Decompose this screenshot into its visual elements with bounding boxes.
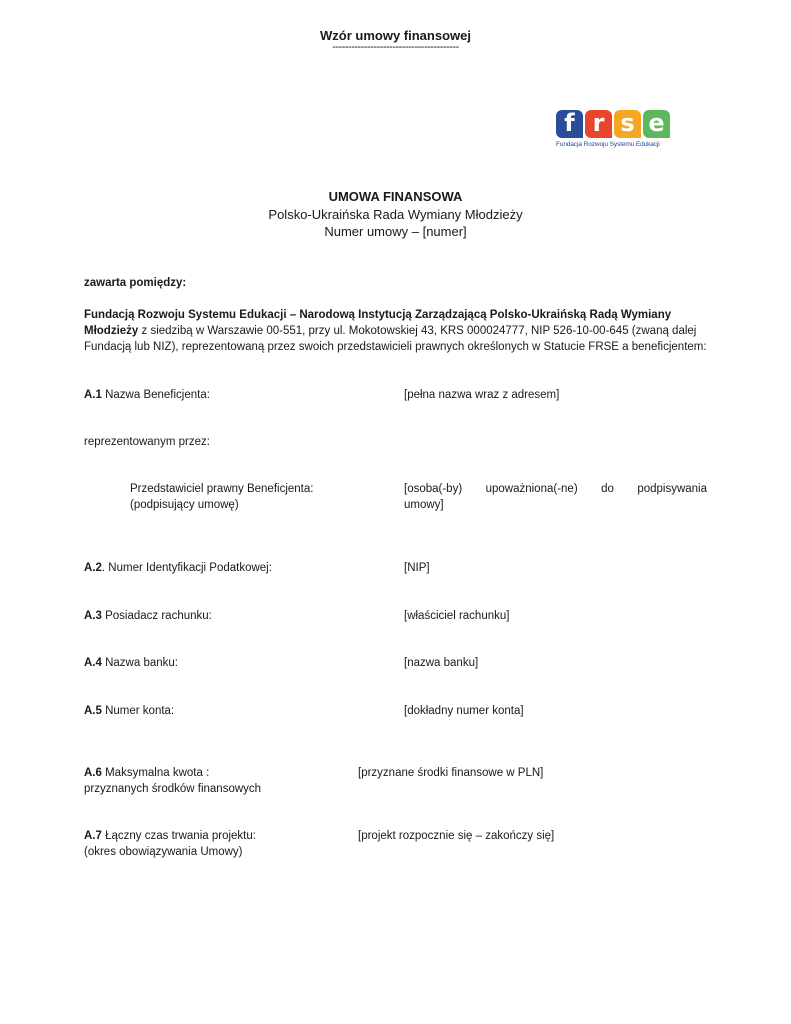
- agreement-subtitle: Polsko-Ukraińska Rada Wymiany Młodzieży: [268, 207, 523, 222]
- agreement-number: Numer umowy – [numer]: [324, 224, 467, 239]
- header-dashed-rule: ----------------------------------------: [332, 41, 459, 53]
- logo-letter: s: [614, 110, 641, 138]
- rep-label-line1: Przedstawiciel prawny Beneficjenta:: [130, 483, 314, 495]
- field-label-text: Nazwa banku:: [101, 657, 178, 669]
- frse-logo: [556, 110, 672, 154]
- document-header-title: Wzór umowy finansowej: [320, 28, 471, 43]
- logo-letter: f: [556, 110, 583, 138]
- field-code: A.5: [84, 705, 102, 717]
- field-a6-label-line2: przyznanych środków finansowych: [84, 783, 262, 795]
- field-code: A.7: [84, 830, 102, 842]
- field-label-text: Maksymalna kwota :: [101, 767, 210, 779]
- field-code: A.4: [84, 657, 102, 669]
- field-label-text: Posiadacz rachunku:: [101, 610, 212, 622]
- field-label-text: Numer konta:: [101, 705, 175, 717]
- party-details: z siedzibą w Warszawie 00-551, przy ul. Mokotowskiej 43, KRS 000024777, NIP 526-10-00-645 (zwaną dalej Fundacją lub NIZ), reprezentowaną przez swoich przedstawicieli prawnych określonych w Statucie FRSE a beneficjentem:: [84, 325, 707, 353]
- field-code: A.1: [84, 389, 102, 401]
- field-a4-label: [84, 655, 178, 671]
- rep-value-line2: umowy]: [404, 499, 444, 511]
- party-name: Fundacją Rozwoju Systemu Edukacji – Narodową Instytucją Zarządzającą Polsko-Ukraińską Radą Wymiany Młodzieży: [84, 309, 672, 337]
- field-code: A.6: [84, 767, 102, 779]
- field-label-text: Łączny czas trwania projektu:: [101, 830, 256, 842]
- party-paragraph: [84, 307, 709, 355]
- field-a2-value: [NIP]: [404, 562, 430, 574]
- field-label-text: . Numer Identyfikacji Podatkowej:: [101, 562, 272, 574]
- field-a4-value: [nazwa banku]: [404, 657, 479, 669]
- rep-value-line1: [osoba(-by) upoważniona(-ne) do podpisywania: [404, 483, 707, 495]
- agreement-title: UMOWA FINANSOWA: [328, 189, 463, 204]
- rep-label-line2: (podpisujący umowę): [130, 499, 239, 511]
- field-a7-value: [projekt rozpocznie się – zakończy się]: [358, 830, 555, 842]
- field-a3-label: [84, 608, 212, 624]
- field-a6-label: [84, 765, 209, 781]
- field-a7-label-line2: (okres obowiązywania Umowy): [84, 846, 243, 858]
- field-a5-value: [dokładny numer konta]: [404, 705, 524, 717]
- field-a1-label: [84, 387, 210, 403]
- field-a6-value: [przyznane środki finansowe w PLN]: [358, 767, 544, 779]
- field-label-text: Nazwa Beneficjenta:: [101, 389, 210, 401]
- represented-by: reprezentowanym przez:: [84, 436, 210, 448]
- field-a5-label: [84, 703, 174, 719]
- logo-letter: r: [585, 110, 612, 138]
- field-code: A.2: [84, 562, 102, 574]
- field-a1-value: [pełna nazwa wraz z adresem]: [404, 389, 560, 401]
- concluded-between: zawarta pomiędzy:: [84, 277, 187, 289]
- logo-tagline: Fundacja Rozwoju Systemu Edukacji: [556, 141, 660, 148]
- field-a7-label: [84, 828, 256, 844]
- logo-letter: e: [643, 110, 670, 138]
- field-code: A.3: [84, 610, 102, 622]
- field-a2-label: [84, 560, 272, 576]
- field-a3-value: [właściciel rachunku]: [404, 610, 510, 622]
